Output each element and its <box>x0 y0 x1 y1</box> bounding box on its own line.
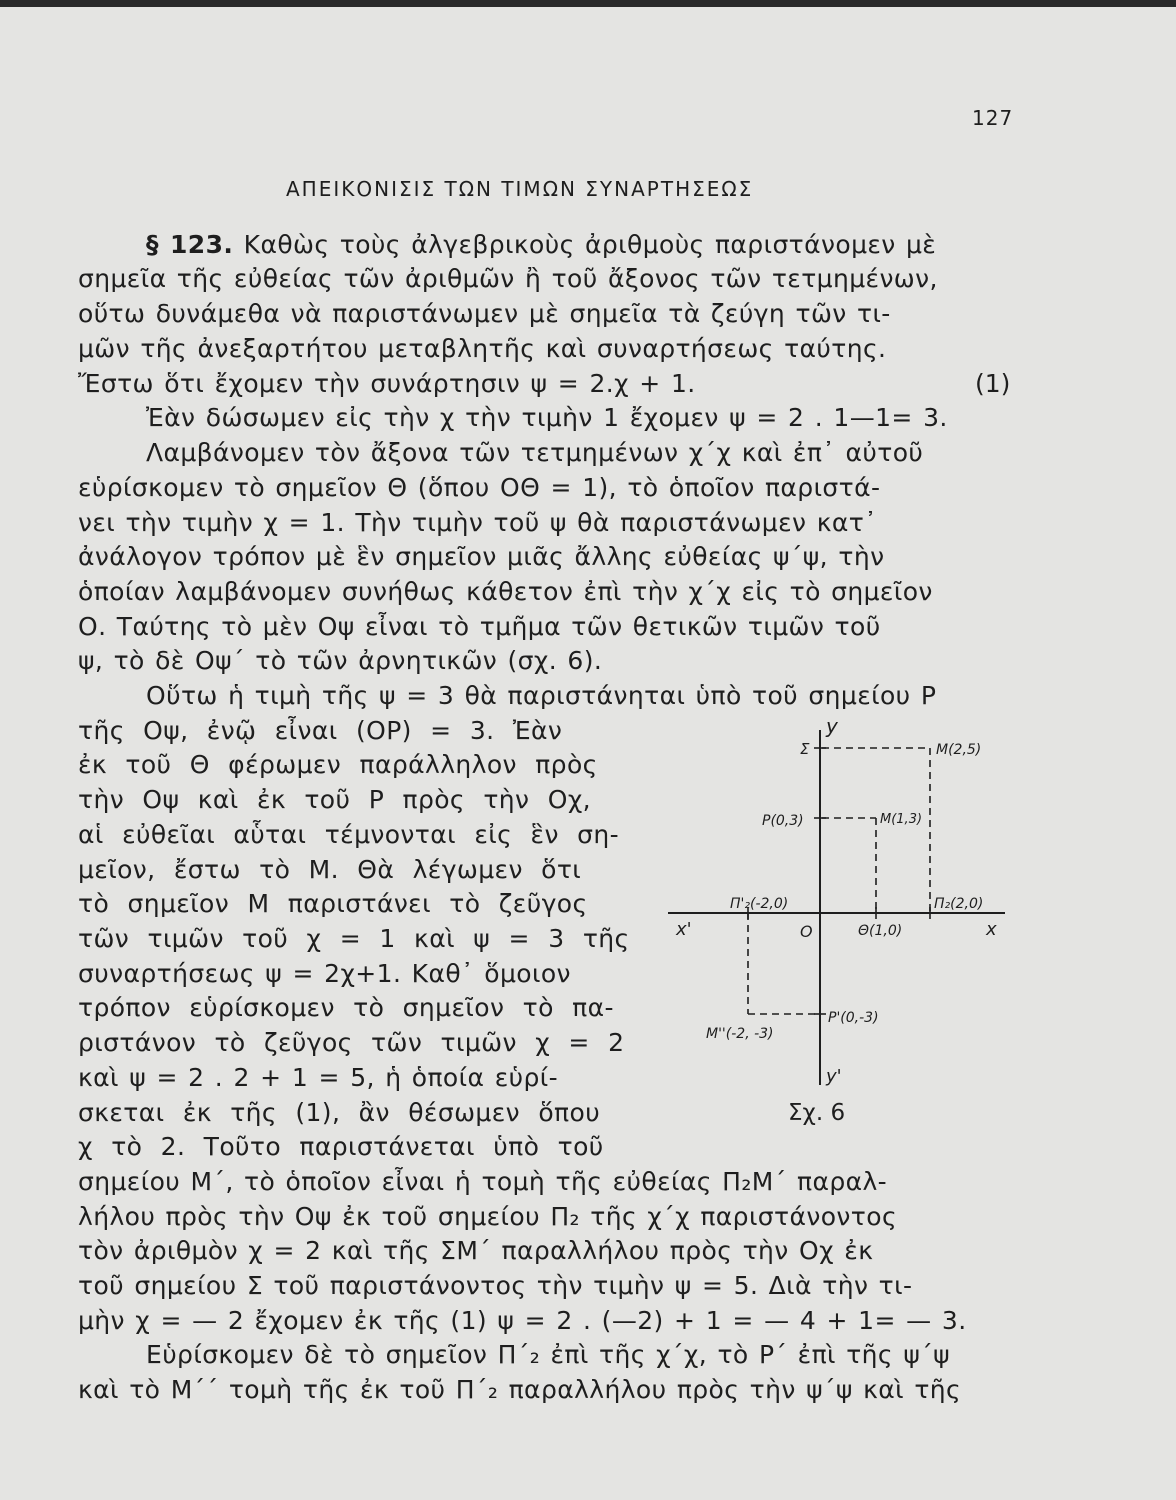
text-line: τῶν τιμῶν τοῦ χ = 1 καὶ ψ = 3 τῆς <box>78 924 630 953</box>
text-line: Ἔστω ὅτι ἔχομεν τὴν συνάρτησιν ψ = 2.χ + 1. <box>78 369 696 398</box>
label-origin: O <box>800 922 813 941</box>
text-line: τῆς Οψ, ἐνῷ εἶναι (ΟΡ) = 3. Ἐὰν <box>78 716 563 745</box>
text-line: καὶ ψ = 2 . 2 + 1 = 5, ἡ ὁποία εὑρί- <box>78 1063 559 1092</box>
text-line: λήλου πρὸς τὴν Οψ ἐκ τοῦ σημείου Π₂ τῆς χ΄χ παριστάνοντος <box>78 1202 898 1231</box>
text-line: τὸν ἀριθμὸν χ = 2 καὶ τῆς ΣΜ΄ παραλλήλου πρὸς τὴν Οχ ἐκ <box>78 1236 874 1265</box>
text-line: ψ, τὸ δὲ Οψ΄ τὸ τῶν ἀρνητικῶν (σχ. 6). <box>78 646 603 675</box>
label-m13: M(1,3) <box>880 812 923 827</box>
text-line: Λαμβάνομεν τὸν ἄξονα τῶν τετμημένων χ΄χ καὶ ἐπ᾽ αὐτοῦ <box>146 438 924 467</box>
text-line: τὸ σημεῖον Μ παριστάνει τὸ ζεῦγος <box>78 889 588 918</box>
label-y-bottom: y' <box>826 1066 842 1087</box>
section-marker: § 123. <box>146 230 234 259</box>
label-sigma: Σ <box>800 740 810 758</box>
text-line: Εὑρίσκομεν δὲ τὸ σημεῖον Π΄₂ ἐπὶ τῆς χ΄χ, τὸ Ρ΄ ἐπὶ τῆς ψ΄ψ <box>146 1340 951 1369</box>
label-p03: P(0,3) <box>762 813 804 829</box>
text-line: μὴν χ = — 2 ἔχομεν ἐκ τῆς (1) ψ = 2 . (—2) + 1 = — 4 + 1= — 3. <box>78 1306 967 1335</box>
text-line: Οὕτω ἡ τιμὴ τῆς ψ = 3 θὰ παριστάνηται ὑπὸ τοῦ σημείου Ρ <box>146 681 937 710</box>
line-text: Καθὼς τοὺς ἀλγεβρικοὺς ἀριθμοὺς παριστάνομεν μὲ <box>243 230 937 259</box>
text-line <box>146 228 936 262</box>
text-line: καὶ τὸ Μ΄΄ τομὴ τῆς ἐκ τοῦ Π΄₂ παραλλήλου πρὸς τὴν ψ΄ψ καὶ τῆς <box>78 1375 962 1404</box>
text-line: αἱ εὐθεῖαι αὗται τέμνονται εἰς ἓν ση- <box>78 820 620 849</box>
running-head: ΑΠΕΙΚΟΝΙΣΙΣ ΤΩΝ ΤΙΜΩΝ ΣΥΝΑΡΤΗΣΕΩΣ <box>286 177 754 201</box>
page-number: 127 <box>972 106 1014 130</box>
text-line: σκεται ἐκ τῆς (1), ἂν θέσωμεν ὅπου <box>78 1098 601 1127</box>
text-line: συναρτήσεως ψ = 2χ+1. Καθ᾽ ὅμοιον <box>78 959 571 988</box>
text-line: νει τὴν τιμὴν χ = 1. Τὴν τιμὴν τοῦ ψ θὰ παριστάνωμεν κατ᾽ <box>78 508 878 537</box>
scan-top-edge <box>0 0 1176 7</box>
text-line: ριστάνον τὸ ζεῦγος τῶν τιμῶν χ = 2 <box>78 1028 625 1057</box>
label-theta: Θ(1,0) <box>858 923 903 939</box>
text-line: ἐκ τοῦ Θ φέρωμεν παράλληλον πρὸς <box>78 750 598 779</box>
text-line: Ο. Ταύτης τὸ μὲν Οψ εἶναι τὸ τμῆμα τῶν θετικῶν τιμῶν τοῦ <box>78 612 881 641</box>
label-x-left: x' <box>676 919 692 940</box>
text-line: τὴν Οψ καὶ ἐκ τοῦ Ρ πρὸς τὴν Οχ, <box>78 785 592 814</box>
figure-caption: Σχ. 6 <box>788 1100 846 1126</box>
text-line: τοῦ σημείου Σ τοῦ παριστάνοντος τὴν τιμὴν ψ = 5. Διὰ τὴν τι- <box>78 1271 913 1300</box>
text-line: τρόπον εὑρίσκομεν τὸ σημεῖον τὸ πα- <box>78 993 614 1022</box>
label-p0neg3: P'(0,-3) <box>828 1010 879 1026</box>
equation-number: (1) <box>975 369 1011 398</box>
label-y-top: y <box>826 714 838 738</box>
label-m25: M(2,5) <box>936 742 982 758</box>
label-x-right: x <box>986 919 997 940</box>
text-line: μεῖον, ἔστω τὸ Μ. Θὰ λέγωμεν ὅτι <box>78 855 582 884</box>
text-line: χ τὸ 2. Τοῦτο παριστάνεται ὑπὸ τοῦ <box>78 1132 604 1161</box>
text-line: ἀνάλογον τρόπον μὲ ἓν σημεῖον μιᾶς ἄλλης εὐθείας ψ΄ψ, τὴν <box>78 542 885 571</box>
text-line: σημεῖα τῆς εὐθείας τῶν ἀριθμῶν ἢ τοῦ ἄξονος τῶν τετμημένων, <box>78 264 938 293</box>
label-pi2-neg: Π'₂(-2,0) <box>730 896 789 912</box>
label-pi2: Π₂(2,0) <box>934 896 984 912</box>
text-line: εὑρίσκομεν τὸ σημεῖον Θ (ὅπου ΟΘ = 1), τὸ ὁποῖον παριστά- <box>78 473 881 502</box>
text-line: ὁποίαν λαμβάνομεν συνήθως κάθετον ἐπὶ τὴν χ΄χ εἰς τὸ σημεῖον <box>78 577 933 606</box>
text-line: Ἐὰν δώσωμεν εἰς τὴν χ τὴν τιμὴν 1 ἔχομεν ψ = 2 . 1—1= 3. <box>146 403 948 432</box>
text-line: μῶν τῆς ἀνεξαρτήτου μεταβλητῆς καὶ συναρτήσεως ταύτης. <box>78 334 887 363</box>
text-line: σημείου Μ΄, τὸ ὁποῖον εἶναι ἡ τομὴ τῆς εὐθείας Π₂Μ΄ παραλ- <box>78 1167 888 1196</box>
label-mneg: M''(-2, -3) <box>706 1026 774 1042</box>
text-line: οὕτω δυνάμεθα νὰ παριστάνωμεν μὲ σημεῖα τὰ ζεύγη τῶν τι- <box>78 299 891 328</box>
